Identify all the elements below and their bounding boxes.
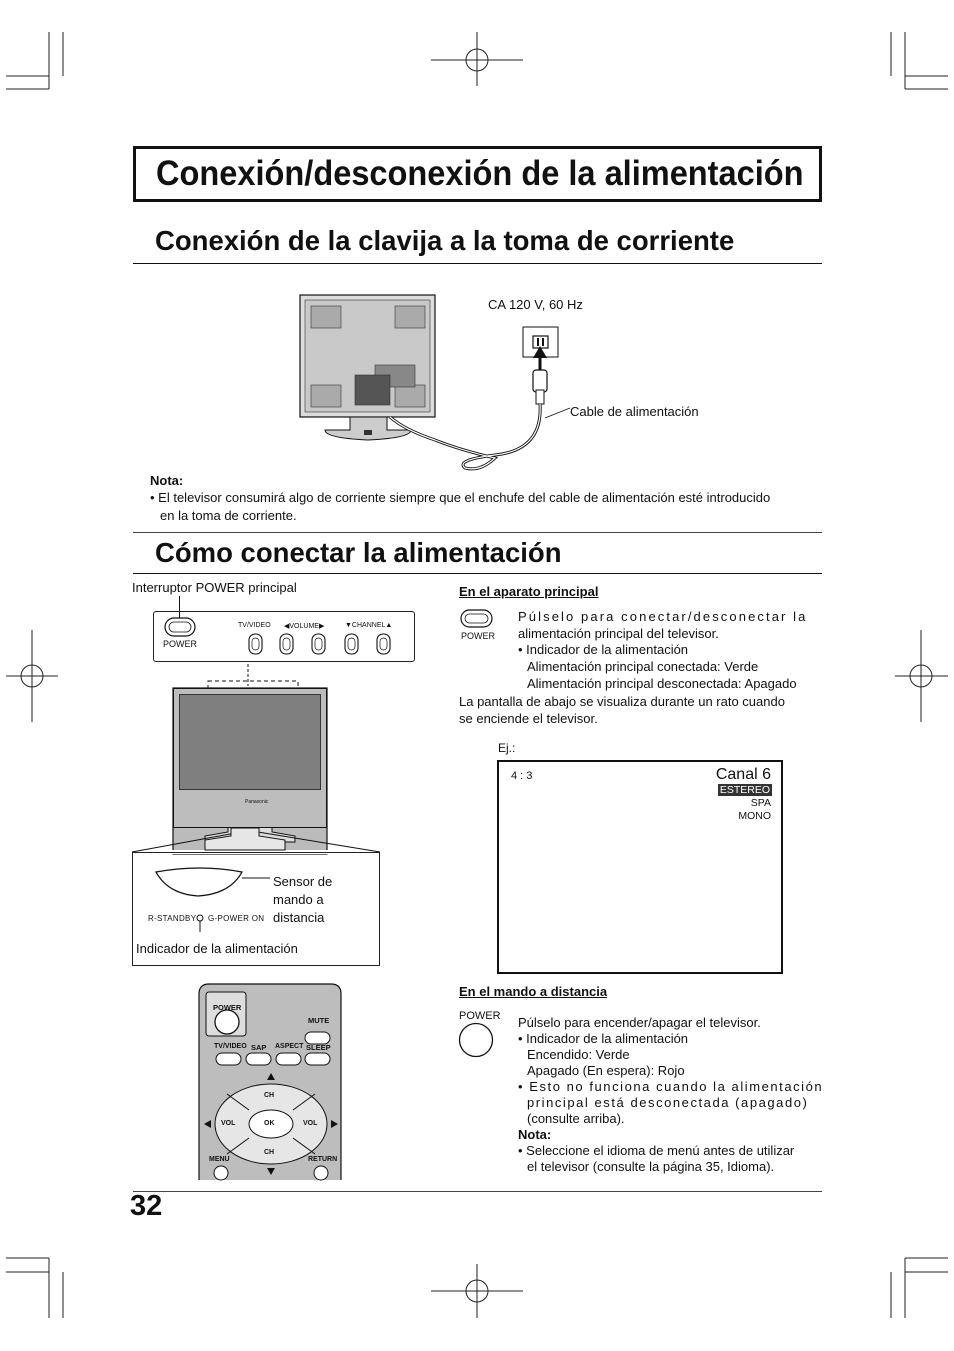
main-unit-line-2: alimentación principal del televisor. [518, 626, 719, 641]
remote-aspect-label: ASPECT [275, 1043, 304, 1050]
section-rule [133, 573, 822, 574]
remote-sleep-label: SLEEP [306, 1043, 331, 1052]
footer-rule [133, 1191, 822, 1192]
remote-section-line-1: Púlselo para encender/apagar el televisor. [518, 1015, 761, 1030]
remote-ok-label: OK [264, 1120, 275, 1127]
remote-sap-label: SAP [251, 1043, 267, 1052]
panel-power-label: POWER [163, 639, 198, 649]
remote-section-line-7: (consulte arriba). [527, 1111, 625, 1126]
note-line-1: • El televisor consumirá algo de corriente siempre que el enchufe del cable de alimentación esté introducido [150, 490, 771, 505]
page-title-box [133, 146, 822, 202]
page-number: 32 [130, 1190, 163, 1222]
remote-vol-left-label: VOL [221, 1120, 236, 1127]
tv-brand: Panasonic [245, 799, 269, 805]
panel-channel-label: ▼CHANNEL▲ [345, 622, 393, 629]
remote-section-line-5: • Esto no funciona cuando la alimentación [518, 1079, 824, 1094]
cable-label: Cable de alimentación [570, 404, 699, 419]
power-button-icon [460, 609, 494, 629]
indicator-label: Indicador de la alimentación [136, 941, 298, 956]
remote-return-label: RETURN [308, 1156, 338, 1163]
remote-power-icon [458, 1022, 496, 1060]
outlet-label: CA 120 V, 60 Hz [488, 297, 583, 312]
remote-section-line-6: principal está desconectada (apagado) [527, 1095, 809, 1110]
remote-menu-label: MENU [209, 1156, 230, 1163]
remote-section-icon-label: POWER [459, 1010, 501, 1022]
gpower-label: G-POWER ON [208, 914, 265, 923]
remote-section-line-3: Encendido: Verde [527, 1047, 630, 1062]
remote-ch-down-label: CH [264, 1149, 275, 1156]
main-unit-line-5: Alimentación principal desconectada: Apagado [527, 676, 797, 691]
standby-label: R-STANDBY [148, 914, 197, 923]
panel-volume-label: ◀VOLUME▶ [284, 623, 325, 630]
tv-back-illustration [295, 290, 575, 475]
section-rule-thin [133, 532, 822, 533]
remote-tvvideo-label: TV/VIDEO [214, 1043, 247, 1050]
remote-section-note-2: el televisor (consulte la página 35, Idioma). [527, 1159, 775, 1174]
main-unit-line-1: Púlselo para conectar/desconectar la [518, 609, 808, 624]
example-aspect: 4 : 3 [511, 770, 533, 782]
control-panel-buttons [153, 611, 415, 662]
example-estereo: ESTEREO [719, 784, 770, 796]
section-rule [133, 263, 822, 264]
main-switch-label: Interruptor POWER principal [132, 580, 297, 595]
remote-power-label: POWER [213, 1003, 242, 1012]
remote-section-line-2: • Indicador de la alimentación [518, 1031, 689, 1046]
main-unit-line-4: Alimentación principal conectada: Verde [527, 659, 759, 674]
note-title: Nota: [150, 473, 184, 488]
remote-section-note-title: Nota: [518, 1127, 552, 1142]
example-estereo-wrap [718, 784, 772, 796]
section-heading-connect: Cómo conectar la alimentación [155, 537, 562, 568]
main-unit-heading: En el aparato principal [459, 584, 599, 599]
remote-section-heading: En el mando a distancia [459, 984, 608, 999]
main-unit-line-6: La pantalla de abajo se visualiza durante un rato cuando [459, 694, 785, 709]
example-spa: SPA [750, 797, 771, 809]
sensor-label: Sensor de mando a distancia [273, 874, 333, 925]
note-line-2: en la toma de corriente. [160, 508, 297, 523]
example-channel: Canal 6 [715, 766, 771, 783]
page-title: Conexión/desconexión de la alimentación [156, 154, 804, 193]
example-label: Ej.: [498, 741, 516, 755]
example-mono: MONO [738, 810, 771, 822]
main-unit-icon-label: POWER [461, 631, 496, 641]
remote-section-line-4: Apagado (En espera): Rojo [527, 1063, 685, 1078]
section-heading-plug: Conexión de la clavija a la toma de corriente [155, 225, 735, 256]
panel-tvvideo-label: TV/VIDEO [238, 622, 271, 629]
example-screen [497, 760, 783, 974]
tv-screen [179, 694, 321, 790]
main-unit-line-3: • Indicador de la alimentación [518, 642, 689, 657]
remote-section-note-1: • Seleccione el idioma de menú antes de utilizar [518, 1143, 795, 1158]
main-unit-line-7: se enciende el televisor. [459, 711, 598, 726]
remote-mute-label: MUTE [308, 1016, 330, 1025]
remote-ch-up-label: CH [264, 1092, 275, 1099]
remote-vol-right-label: VOL [303, 1120, 318, 1127]
